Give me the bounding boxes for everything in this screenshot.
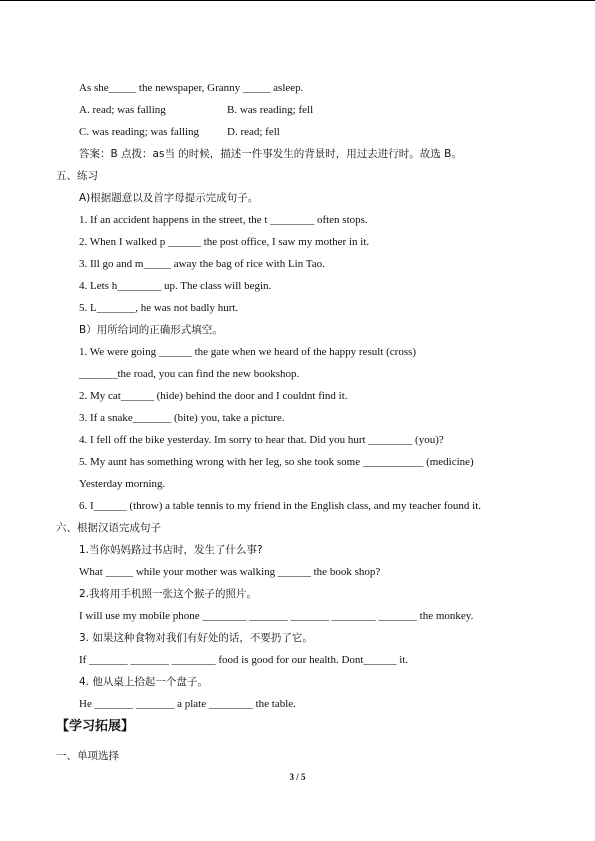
extension-subheading: 一、单项选择: [56, 750, 119, 762]
part-a-item: 3. Ill go and m_____ away the bag of rice with Lin Tao.: [79, 258, 325, 270]
answer-explanation: 答案：B 点拨：as当 的时候，描述一件事发生的背景时，用过去进行时。故选 B。: [79, 148, 462, 160]
page-number: 3 / 5: [289, 772, 306, 782]
part-b-item: 5. My aunt has something wrong with her leg, so she took some ___________ (medicine): [79, 456, 474, 468]
option-c: C. was reading; was falling: [79, 126, 200, 138]
option-b: B. was reading; fell: [227, 104, 314, 116]
section-5-title: 五、练习: [56, 170, 98, 182]
en-sentence: What _____ while your mother was walking ______ the book shop?: [79, 566, 381, 578]
part-a-item: 5. L_______, he was not badly hurt.: [79, 302, 239, 314]
cn-prompt: 3. 如果这种食物对我们有好处的话，不要扔了它。: [79, 632, 313, 644]
en-sentence: I will use my mobile phone ________ _______ _______ ________ _______ the monkey.: [79, 610, 474, 622]
en-sentence: He _______ _______ a plate ________ the table.: [79, 698, 296, 710]
part-b-item: 2. My cat______ (hide) behind the door and I couldnt find it.: [79, 390, 348, 402]
section-6-title: 六、根据汉语完成句子: [56, 522, 161, 534]
cn-prompt: 2.我将用手机照一张这个猴子的照片。: [79, 588, 258, 600]
part-b-item: 3. If a snake_______ (bite) you, take a picture.: [79, 412, 285, 424]
part-b-item: _______the road, you can find the new bookshop.: [79, 368, 300, 380]
part-b-item: 1. We were going ______ the gate when we heard of the happy result (cross): [79, 346, 417, 358]
top-rule: [0, 0, 595, 1]
cn-prompt: 1.当你妈妈路过书店时，发生了什么事?: [79, 544, 263, 556]
part-b-instruction: B）用所给词的正确形式填空。: [79, 324, 223, 336]
extension-heading: 【学习拓展】: [56, 719, 135, 734]
option-a: A. read; was falling: [79, 104, 166, 116]
part-b-item: 4. I fell off the bike yesterday. Im sorry to hear that. Did you hurt ________ (you)?: [79, 434, 444, 446]
option-d: D. read; fell: [227, 126, 280, 138]
part-a-item: 2. When I walked p ______ the post office, I saw my mother in it.: [79, 236, 370, 248]
part-a-instruction: A)根据题意以及首字母提示完成句子。: [79, 192, 259, 204]
part-b-item: Yesterday morning.: [79, 478, 166, 490]
cn-prompt: 4. 他从桌上拾起一个盘子。: [79, 676, 208, 688]
part-b-item: 6. I______ (throw) a table tennis to my friend in the English class, and my teacher found it.: [79, 500, 482, 512]
en-sentence: If _______ _______ ________ food is good for our health. Dont______ it.: [79, 654, 409, 666]
part-a-item: 1. If an accident happens in the street, the t ________ often stops.: [79, 214, 368, 226]
part-a-item: 4. Lets h________ up. The class will begin.: [79, 280, 272, 292]
question-stem: As she_____ the newspaper, Granny _____ asleep.: [79, 82, 304, 94]
